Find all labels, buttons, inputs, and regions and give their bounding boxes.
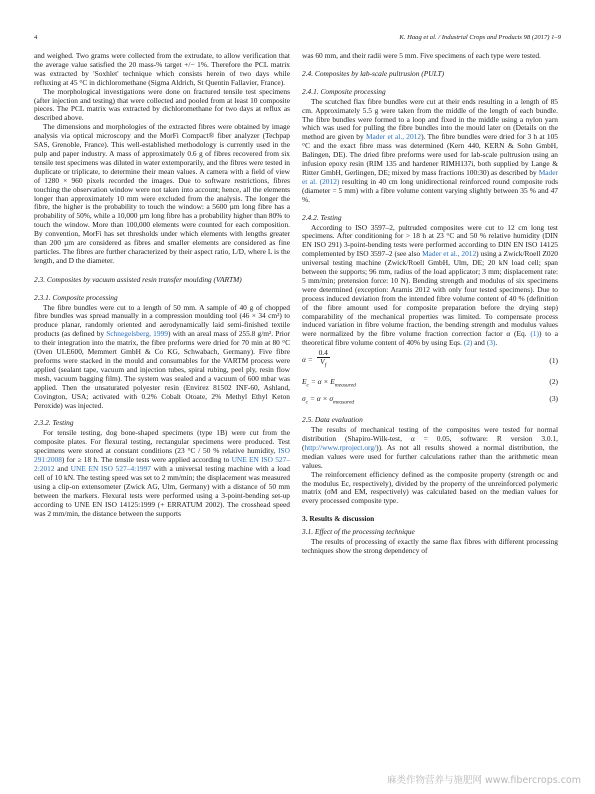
subsection-heading-2-4-1: 2.4.1. Composite processing	[302, 86, 386, 96]
reference-link[interactable]: Mader et al., 2012	[422, 249, 477, 259]
section-heading-2-4: 2.4. Composites by lab-scale pultrusion (PULT)	[302, 68, 445, 78]
paragraph: The results of processing of exactly the same flax fibres with different processing techniques show the strong dependency of	[302, 537, 558, 555]
reference-link[interactable]: ISO 291:2008	[34, 446, 290, 465]
equation-1: α = $\frac{0.4}{V_f}$ (1)	[302, 348, 558, 369]
equation-2: $E_c = \alpha \times E_{measured}$ (2)	[302, 377, 558, 389]
paragraph: The morphological investigations were done on fractured tensile test specimens (after injection and testing) that were collected and pooled from at least 10 composite pieces. The PCL matrix was extracted by dichloromethane for two days at reflux as described above.	[34, 86, 290, 123]
paragraph: was 60 mm, and their radii were 5 mm. Five specimens of each type were tested.	[302, 51, 541, 60]
subsection-heading-2-5: 2.5. Data evaluation	[302, 415, 363, 425]
paragraph: The fibre bundles were cut to a length of 50 mm. A sample of 40 g of chopped fibre bundles was spread manually in a compression moulding tool (46 × 34 cm²) to produce planar, randomly oriented and aerodynamically laid semi-finished textile products (as defined by Schnegelsberg, 1999) with an areal mass of 255.8 g/m². Prior to their integration into the matrix, the fibre preforms were dried for 70 min at 80 °C (Oven ULE600, Memmert GmbH & Co KG, Schwabach, Germany). Five fibre preforms were stacked in the mould and consumables for the VARTM process were applied (sealant tape, vacuum and injection tubes, spiral rubing, peel ply, resin flow mesh, vacuum bagging film). The system was sealed and a vacuum of 600 mbar was applied. Then the unsaturated polyester resin (Envirez 81502 INF-60, Ashland, Covington, USA; activated with 0.2% Cobalt Otoate, 2% Methyl Ethyl Keton Peroxide) was injected.	[34, 302, 290, 410]
paragraph: and weighed. Two grams were collected from the extrudate, to allow verification that the average value satisfied the 20 mass-% target +/− 1%. Therefore the PCL matrix was extracted by 'Soxhlet' technique which consists herein of two days while refluxing at 45 °C in dichloromethane (Sigma Aldrich, St Quentin Fallavier, France).	[34, 51, 290, 87]
right-column	[302, 52, 558, 556]
subsection-heading-2-3-2: 2.3.2. Testing	[34, 418, 74, 428]
equation-link[interactable]: (3)	[486, 338, 496, 348]
paragraph: The results of mechanical testing of the composites were tested for normal distribution (Shapiro-Wilk-test, α = 0.05, software: R version 3.0.1, (http://www.rproject.org/)). As not all results showed a normal distribution, the median values were used for further calculations rather than the arithmetic mean values.	[302, 425, 558, 470]
reference-link[interactable]: UNE EN ISO 527–4:1997	[70, 463, 151, 473]
paragraph: For tensile testing, dog bone-shaped specimens (type 1B) were cut from the composite plates. For flexural testing, rectangular specimens were produced. Test specimens were stored at constant conditions (23 °C / 50 % relative humidity, ISO 291:2008) for ≥ 18 h. The tensile tests were applied according to UNE EN ISO 527–2:2012 and UNE EN ISO 527–4:1997 with a universal testing machine with a load cell of 10 kN. The testing speed was set to 2 mm/min; the displacement was measured using a clip-on extensometer (Zwick AG, Ulm, Germany) with a distance of 50 mm between the markers. Flexural tests were performed using a 3-point-bending set-up according to UNE EN ISO 14125:1999 (+ ERRATUM 2002). The crosshead speed was 2 mm/min, the distance between the supports	[34, 428, 290, 518]
equation-3: $\sigma_c = \alpha \times \sigma_{measured}$ (3)	[302, 394, 558, 406]
url-link[interactable]: http://www.rproject.org/	[304, 442, 377, 452]
reference-link[interactable]: Mader et al., 2012	[365, 132, 422, 142]
paragraph: According to ISO 3597–2, pultruded composites were cut to 12 cm long test specimens. After conditioning for > 18 h at 23 °C and 50 % relative humidity (DIN EN ISO 291) 3-point-bending tests were performed according to DIN EN ISO 14125 complemented by ISO 3597–2 (see also Mader et al., 2012) using a Zwick/Roell Z020 universal testing machine (Zwick/Roell GmbH, Ulm, DE; 20 kN load cell; span between the supports; 96 mm, radius of the load applicator; 3 mm; displacement rate: 5 mm/min; pretension force: 10 N). Bending strength and modulus of six specimens were determined (exception: Aramis 2012 with only four tested specimens). Due to process induced deviation from the intended fibre volume content of 40 % (definition of the fibre amount used for composite preparation before the drying step) comparability of the mechanical properties was limited. To compensate process induced variation in fibre volume fraction, the bending strength and modulus values were normalized by the fibre volume fraction correction factor α (Eq. (1)) to a theoretical fibre volume content of 40% by using Eqs. (2) and (3).	[302, 222, 558, 348]
journal-citation: K. Haag et al. / Industrial Crops and Products 98 (2017) 1–9	[399, 34, 561, 41]
section-heading-2-3: 2.3. Composites by vacuum assisted resin transfer moulding (VARTM)	[34, 274, 242, 284]
equation-number: (2)	[549, 377, 558, 387]
equation-link[interactable]: (2)	[463, 338, 473, 348]
subsection-heading-2-4-2: 2.4.2. Testing	[302, 212, 342, 222]
paragraph: The reinforcement efficiency defined as the composite property (strength σc and the modulus Ec, respectively), divided by the property of the unreinforced polymeric matrix (σM and EM, respectively) was calculated based on the median values for every processed composite type.	[302, 469, 558, 506]
subsection-heading-2-3-1: 2.3.1. Composite processing	[34, 292, 118, 302]
fraction: $\frac{0.4}{V_f}$	[318, 348, 328, 369]
equation-link[interactable]: (1)	[530, 329, 539, 339]
equation-number: (3)	[549, 394, 558, 404]
reference-link[interactable]: Schnegelsberg, 1999	[106, 329, 168, 339]
reference-link[interactable]: Mader et al. (2012)	[302, 167, 558, 186]
reference-link[interactable]: UNE EN ISO 527–2:2012	[34, 455, 290, 473]
left-column	[34, 52, 290, 518]
paragraph: The dimensions and morphologies of the extracted fibres were obtained by image analysis via optical microscopy and the MorFi Compact® fiber analyzer (Techpap SAS, Grenoble, France). This well-established methodology is currently used in the pulp and paper industry. A mass of approximately 0.6 g of fibres recovered from six tensile test specimens was diluted in water extemporarily, and the fibres were tested in duplicate or triplicate, to determine their mean values. A camera with a field of view of 1280 × 960 pixels recorded the images. Due to software restrictions, fibres touching the observation window were not taken into account; hence, all the elements longer than approximately 10 mm were excluded from the analysis. The longer the fibre, the higher is the probability to touch the window: a 5600 µm long fibre has a probability of 50%, while a 10,000 µm long fibre has a probability higher than 80% to touch the window. More than 100,000 elements were counted for each composition. By convention, MorFi has set thresholds under which elements with lengths greater than 200 µm are considered as fibres and smaller elements are considered as fine particles. The fibres are further characterized by their aspect ratio, L/D, where L is the length, and D the diameter.	[34, 122, 290, 265]
paragraph: The scutched flax fibre bundles were cut at their ends resulting in a length of 85 cm. Approximately 5.5 g were taken from the middle of the length of each bundle. The fibre bundles were formed to a loop and fixed in the middle using a nylon yarn which was used for pulling the fibre bundles into the mould later on (Details on the method are given by Mader et al., 2012). The fibre bundles were dried for 3 h at 105 °C and the exact fibre mass was determined (Kern 440, KERN & Sohn GmbH, Balingen, DE). The dried fibre preforms were used for lab-scale pultrusion using an infusion epoxy resin (RIM 135 and hardener RIMH137i, both supplied by Lange & Ritter GmbH, Gerlingen, DE; mixed by mass fractions 100:30) as described by Mader et al. (2012) resulting in 40 cm long unidirectional reinforced round composite rods (diameter = 5 mm) with a fibre volume content varying slightly between 35 % and 47 %.	[302, 96, 558, 204]
page-number: 4	[34, 34, 38, 41]
equation-number: (1)	[549, 356, 558, 366]
section-heading-3: 3. Results & discussion	[302, 514, 375, 524]
subsection-heading-3-1: 3.1. Effect of the processing technique	[302, 527, 415, 537]
site-watermark: 麻类作物营养与施肥网 www.fibercrops.com	[386, 775, 581, 786]
